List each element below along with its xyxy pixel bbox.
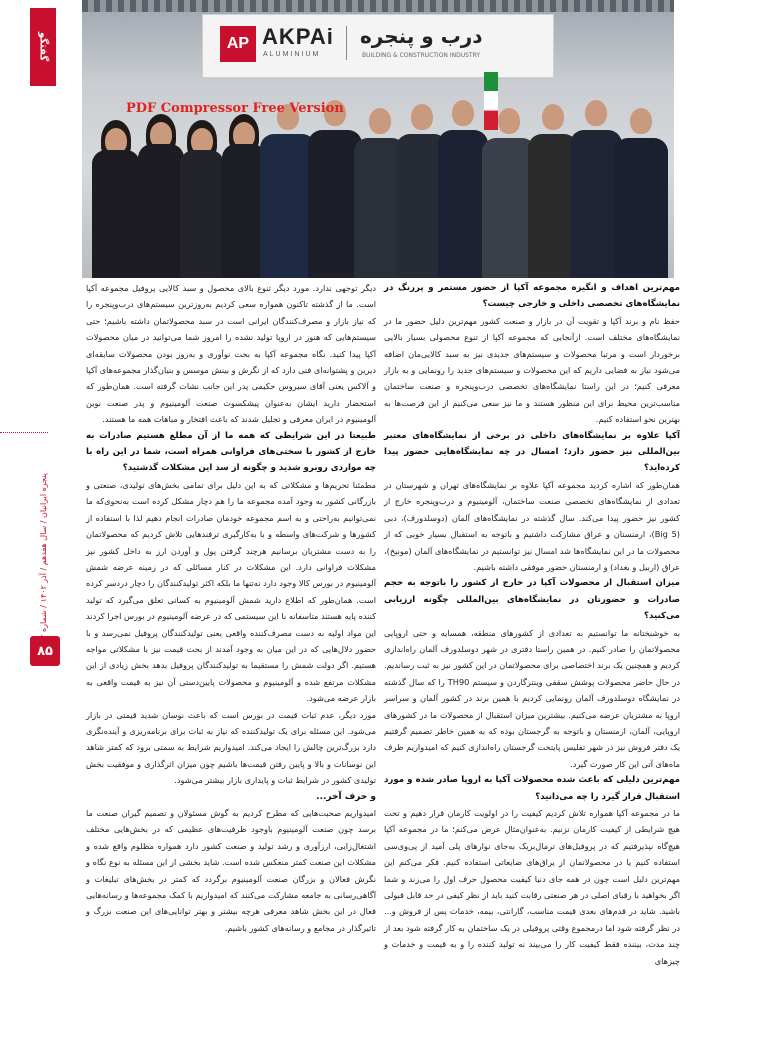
person-figure [138,114,184,278]
answer-paragraph: مورد دیگر، عدم ثبات قیمت در بورس است که باعث نوسان شدید قیمتی در بازار می‌شود. این مسئله برای یک تولیدکننده که نیاز به ثبات برای برنامه‌ریزی و آینده‌نگری دارد بزرگ‌ترین چالش را ایجاد می‌کند. امیدواریم شرایط به سمتی برود که کمتر شاهد این نوسانات و بالا و پایین رفتن قیمت‌ها باشیم چون میزان اثرگذاری و موفقیت بخش تولیدی کشور در شرایط ثبات و پایداری بازار بیشتر می‌شود. [86,709,376,786]
person-figure [438,100,488,278]
interview-question: طبیعتا در این شرایطی که همه ما از آن مطلع هستیم صادرات به خارج از کشور با سختی‌های فراوانی همراه است، شما در این راه با چه مواردی روبرو شدید و چگونه از سد این مشکلات گذشتید؟ [86,430,376,474]
magazine-info-text: پنجره ایرانیان / سال هفدهم / آذر ۱۴۰۲ / شماره [38,472,48,632]
brand-name-fa: درب و پنجره [360,24,483,48]
brand-sub: ALUMINIUM [263,51,321,58]
interview-question: مهم‌ترین دلیلی که باعث شده محصولات آکپا به اروپا صادر شده و مورد استقبال قرار گیرد را چه می‌دانید؟ [384,775,680,802]
answer-paragraph: مطمئنا تحریم‌ها و مشکلاتی که به این دلیل برای تمامی بخش‌های تولیدی، صنعتی و بازرگانی کشور به وجود آمده مجموعه ما را هم دچار مشکل کرده است به‌نحوی‌که ما نمی‌توانیم به‌راحتی و به اسم مجموعه خودمان صادرات انجام دهیم لذا با استفاده از کشورها و شرکت‌های واسطه و با به‌کارگیری ترفندهایی تلاش کردیم که محصولاتمان را به دست مشتریان برسانیم هرچند گرفتن پول و آوردن ارز به داخل کشور نیز مشکلات فراوانی دارد. این مشکلات در کنار مسائلی که در زمینه عرضه شمش آلومینیوم در بورس کالا وجود دارد نه‌تنها ما بلکه اکثر تولیدکنندگان را دچار دردسر کرده است. همان‌طور که اطلاع دارید شمش آلومینیوم به کسانی تعلق می‌گیرد که تولید کننده پایه هستند متاسفانه با این سیستمی که در عرضه آلومینیوم در بورس اجرا کردند این مواد اولیه به دست مصرف‌کننده واقعی یعنی تولیدکنندگان پروفیل نمی‌رسد و با حضور دلال‌هایی که در این میان به وجود آمدند از بحث قیمت نیز با مشکلاتی مواجه هستیم. اگر دولت شمش را مستقیما به تولیدکنندگان پروفیل بدهد بخش زیادی از این مشکلات مرتفع شده و آلومینیوم و محصولات پایین‌دستی آن نیز به قیمت واقعی به بازار عرضه می‌شود. [86,479,376,704]
answer-paragraph: دیگر توجهی ندارد. مورد دیگر تنوع بالای محصول و سبد کالایی پروفیل مجموعه آکپا است. ما از گذشته تاکنون همواره سعی کردیم به‌روزترین سیستم‌های درب‌وپنجره را که نیاز بازار و مصرف‌کنندگان ایرانی است در سبد محصولاتمان داشته باشیم؛ حتی سیستم‌هایی که هنوز در اروپا تولید نشده را امروز شما می‌توانید در میان محصولات آکپا پیدا کنید. نگاه مجموعه آکپا به بحث نوآوری و به‌روز بودن محصولات سابقه‌ای دیرین و پشتوانه‌ای فنی دارد که از نگرش و بینش موسس و بنیان‌گذار مجموعه‌های آکپا و آلاکس یعنی آقای سیروس حکیمی پدر این جانب نشات گرفته است. همان‌طور که استحضار دارید ایشان به‌عنوان پیشکسوت صنعت آلومینیوم و پدر صنعت نوین آلومینیوم در ایران معرفی و تجلیل شدند که باعث افتخار و مباهات همه ما هستند. [86,283,376,425]
section-heading: و حرف آخر... [316,791,376,802]
brand-name: AKPAi [262,24,334,49]
answer-paragraph: امیدواریم صحبت‌هایی که مطرح کردیم به گوش مسئولان و تصمیم گیران صنعت ما برسد چون صنعت آلومینیوم باوجود ظرفیت‌های عظیمی که در بخش‌هایی مختلف اشتغال‌زایی، ارزآوری و رشد تولید و صنعت کشور دارد همواره مظلوم واقع شده و مشکلات این صنعت کمتر منعکس شده است. شاید بخشی از این مسئله به نوع نگاه و نگرش فعالان و بزرگان صنعت آلومینیوم برگردد که کمتر در بخش‌های تبلیغات و آگاهی‌رسانی به جامعه مشارکت می‌کنند که امیدواریم با کمک مجموعه‌ها و رسانه‌هایی فعال در این بخش شاهد معرفی هرچه بیشتر و بهتر توانایی‌های این صنعت بزرگ و تاثیرگذار در مجامع و رسانه‌های کشور باشیم. [86,808,376,933]
article-column-left [86,280,376,936]
answer-paragraph: همان‌طور که اشاره کردید مجموعه آکپا علاوه بر نمایشگاه‌های تهران و شهرستان در تعدادی از نمایشگاه‌های تخصصی صنعت ساختمان، آلومینیوم و درب‌وپنجره خارج از کشور نیز حضور پیدا می‌کند. سال گذشته در نمایشگاه‌های آلمان (دوسلدورف)، دبی (Big 5)، ارمنستان و عراق مشارکت داشتیم و باتوجه به استقبال بسیار خوبی که از محصولات ما در این نمایشگاه‌ها شد امسال نیز توانستیم در نمایشگاه‌های آلمان (مونیخ)، عراق (اربیل و بغداد) و ارمنستان حضور موفقی داشته باشیم. [384,479,680,572]
brand-sub-fa: BUILDING & CONSTRUCTION INDUSTRY [362,52,481,59]
section-tab [30,8,56,86]
logo-divider [346,26,347,60]
answer-paragraph: ما در مجموعه آکپا همواره تلاش کردیم کیفیت را در اولویت کارمان قرار دهیم و تحت هیچ شرایطی از کیفیت کارمان نزنیم. به‌عنوان‌مثال عرض می‌کنم؛ ما در مجموعه آکپا هیچ‌گاه نپذیرفتیم که در پروفیل‌های ترمال‌بریک به‌جای نوارهای پلی آمید از پی‌وی‌سی استفاده کنیم یا در محصولاتمان از یراق‌های ضایعاتی استفاده کنیم. فکر می‌کنم این مهم‌ترین دلیل است چون در همه جای دنیا کیفیت محصول حرف اول را می‌زند و شما اگر بخواهید با رقبای اصلی در هر صنعتی رقابت کنید باید از نظر کیفی در حد قابل قبولی باشید. شاید در قدم‌های بعدی قیمت مناسب، گارانتی، بیمه، خدمات پس از فروش و... در نظر گرفته شود اما درمجموع وقتی پروفیلی در یک ساختمان به کار گرفته شود بعد از چند مدت، بیننده فقط کیفیت کار را می‌بیند نه تولید کننده را و به قیمت و خدمات و چیزهای [384,808,680,966]
person-figure [180,120,224,278]
person-figure [92,120,140,278]
page-number: ۸۵ [30,636,60,666]
group-photo [82,0,674,278]
interview-question: میزان استقبال از محصولات آکپا در خارج از کشور را باتوجه به حجم صادرات و حضورتان در نمایشگاه‌های بین‌المللی چگونه ارزیابی می‌کنید؟ [384,578,680,622]
section-tab-label: گفتگو [37,32,49,62]
answer-paragraph: به خوشبختانه ما توانستیم به تعدادی از کشورهای منطقه، همسایه و حتی اروپایی محصولاتمان را صادر کنیم. در همین راستا دفتری در شهر دوسلدورف آلمان راه‌اندازی کردیم و همچنین یک برند اختصاصی برای محصولاتمان در این کشور نیز به ثبت رساندیم. در حال حاضر محصولات پوشش سقفی وینترگاردن و سیستم TH90 را که سال گذشته در نمایشگاه دوسلدورف آلمان رونمایی کردیم با همین برند در کشور آلمان و سراسر اروپا به مشتریان عرضه می‌کنیم. بیشترین میزان استقبال از محصولات ما در کشورهای اروپایی، آلمان، ارمنستان و باتوجه به گرجستان بوده که به همین خاطر تصمیم گرفتیم یک دفتر فروش نیز در شهر تفلیس پایتخت گرجستان راه‌اندازی کنیم که امیدواریم ظرف ماه‌های آتی این کار صورت گیرد. [384,627,680,769]
interview-question: آکپا علاوه بر نمایشگاه‌های داخلی در برخی از نمایشگاه‌های معتبر بین‌المللی نیز حضور دارد؛ امسال در چه نمایشگاه‌هایی حضور پیدا کرده‌اید؟ [384,430,680,474]
booth-truss [82,0,674,12]
answer-paragraph: حفظ نام و برند آکپا و تقویت آن در بازار و صنعت کشور مهم‌ترین دلیل حضور ما در نمایشگاه‌های مختلف است. ازآنجایی که مجموعه آکپا از تنوع محصولی بسیار بالایی برخوردار است و مرتبا محصولات و سیستم‌های جدیدی نیز به سبد کالایی‌مان اضافه می‌شود نیاز به فضایی داریم که این محصولات و سیستم‌های جدید را رونمایی و به بازار معرفی کنیم؛ در این راستا نمایشگاه‌های تخصصی درب‌وپنجره و صنعت ساختمان مناسب‌ترین محیط برای این منظور هستند و ما نیز سعی می‌کنیم از این فرصت‌ها به بهترین نحو استفاده کنیم. [384,315,680,425]
akpa-logo-icon: AP [220,26,256,62]
interview-question: مهم‌ترین اهداف و انگیزه مجموعه آکپا از حضور مستمر و پررنگ در نمایشگاه‌های تخصصی داخلی و خارجی چیست؟ [384,283,680,310]
person-figure [614,108,668,278]
article-column-right [384,280,680,969]
watermark: PDF Compressor Free Version [126,101,344,116]
